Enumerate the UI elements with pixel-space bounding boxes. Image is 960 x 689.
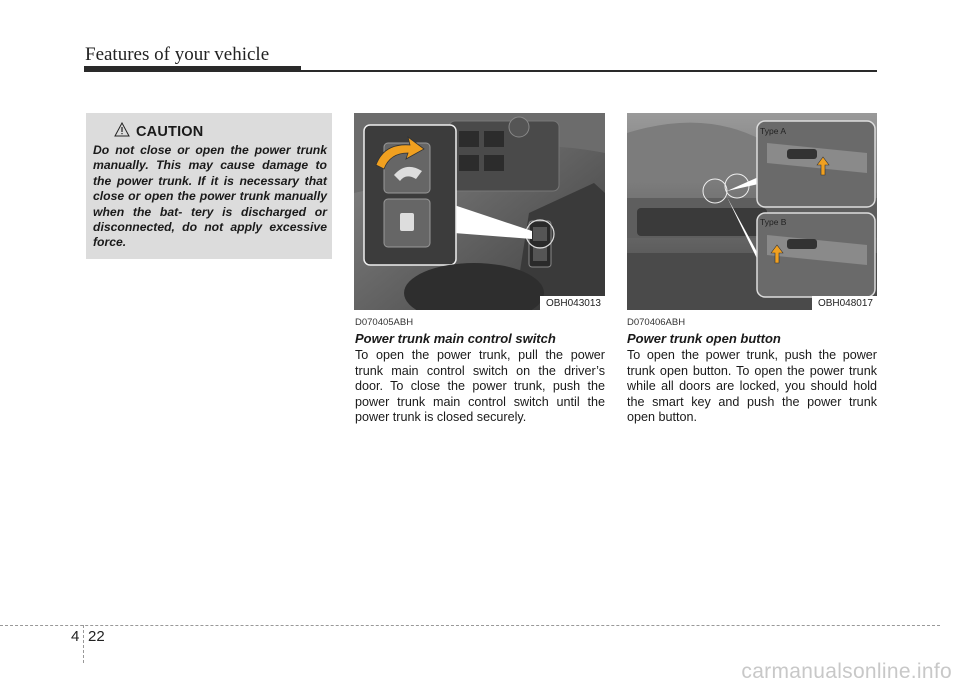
page-number: 22 bbox=[88, 628, 105, 645]
section-id: D070406ABH bbox=[627, 317, 686, 328]
header-rule-thick bbox=[84, 66, 301, 72]
footer-divider bbox=[83, 625, 84, 663]
figure-code: OBH048017 bbox=[812, 296, 877, 310]
chapter-number: 4 bbox=[71, 628, 80, 645]
warning-triangle-icon bbox=[114, 122, 130, 142]
caution-text: Do not close or open the power trunk manually. This may cause damage to the power trunk. If it is necessary that close or open the power trunk manually when the bat- tery is discharged or disconnected, do not apply excessive force. bbox=[93, 143, 327, 250]
figure-code: OBH043013 bbox=[540, 296, 605, 310]
section-body: To open the power trunk, push the power trunk open button. To open the power trunk while all doors are locked, you should hold the smart key and push the power trunk open button. bbox=[627, 348, 877, 425]
section-id: D070405ABH bbox=[355, 317, 414, 328]
type-b-label: Type B bbox=[760, 217, 787, 227]
caution-box bbox=[86, 113, 332, 259]
figure-main-control-switch bbox=[354, 113, 605, 310]
section-title: Power trunk main control switch bbox=[355, 331, 556, 346]
footer-rule bbox=[0, 625, 940, 626]
header-rule-thin bbox=[301, 70, 877, 72]
type-a-label: Type A bbox=[760, 126, 786, 136]
caution-header bbox=[114, 122, 203, 142]
section-title: Power trunk open button bbox=[627, 331, 781, 346]
caution-title: CAUTION bbox=[136, 124, 204, 140]
figure-trunk-open-button bbox=[627, 113, 877, 310]
section-body: To open the power trunk, pull the power trunk main control switch on the driver’s door. To close the power trunk, push the power trunk main control switch until the power trunk is closed securely. bbox=[355, 348, 605, 425]
watermark: carmanualsonline.info bbox=[741, 660, 952, 683]
page-header-title: Features of your vehicle bbox=[85, 44, 270, 65]
